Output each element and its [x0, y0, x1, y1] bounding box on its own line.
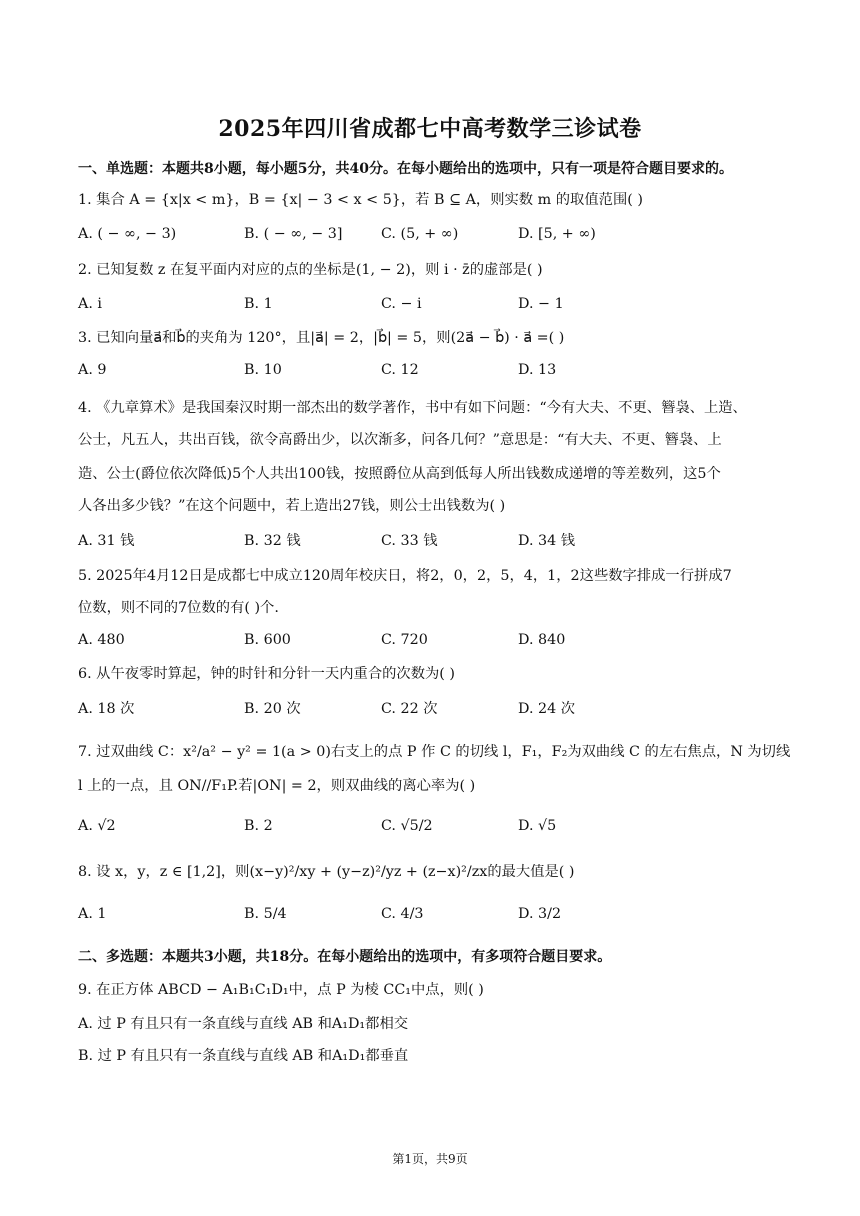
option-d[interactable]: D. 3/2 [518, 906, 562, 922]
question-4-line-3: 造、公士(爵位依次降低)5个人共出100钱，按照爵位从高到低每人所出钱数成递增的等差数列，这5个 [78, 466, 721, 482]
section-single-choice-heading: 一、单选题：本题共8小题，每小题5分，共40分。在每小题给出的选项中，只有一项是符合题目要求的。 [78, 161, 733, 177]
option-d[interactable]: D. 840 [518, 632, 566, 648]
question-9-stem: 9. 在正方体 ABCD − A₁B₁C₁D₁中，点 P 为棱 CC₁中点，则( ) [78, 982, 484, 998]
option-c[interactable]: C. − i [381, 296, 422, 312]
option-c[interactable]: C. 22 次 [381, 701, 438, 717]
question-9-option-a[interactable]: A. 过 P 有且只有一条直线与直线 AB 和A₁D₁都相交 [78, 1016, 409, 1032]
option-b[interactable]: B. 600 [244, 632, 291, 648]
option-c[interactable]: C. 720 [381, 632, 428, 648]
option-d[interactable]: D. − 1 [518, 296, 564, 312]
question-5-line-2: 位数，则不同的7位数的有( )个. [78, 600, 279, 616]
option-b[interactable]: B. ( − ∞, − 3] [244, 226, 343, 242]
question-9-option-b[interactable]: B. 过 P 有且只有一条直线与直线 AB 和A₁D₁都垂直 [78, 1048, 409, 1064]
page-footer: 第1页，共9页 [392, 1152, 468, 1166]
question-5-options [78, 632, 798, 654]
option-b[interactable]: B. 2 [244, 818, 273, 834]
question-4-line-1: 4. 《九章算术》是我国秦汉时期一部杰出的数学著作，书中有如下问题：“今有大夫、不更、簪袅、上造、 [78, 400, 747, 416]
option-c[interactable]: C. 12 [381, 362, 419, 378]
option-a[interactable]: A. 9 [78, 362, 107, 378]
question-1-options [78, 226, 798, 248]
question-3-options [78, 362, 798, 384]
option-b[interactable]: B. 10 [244, 362, 282, 378]
option-d[interactable]: D. 34 钱 [518, 533, 576, 549]
question-7-line-2: l 上的一点，且 ON//F₁P.若|ON| = 2，则双曲线的离心率为( ) [78, 778, 476, 794]
option-a[interactable]: A. ( − ∞, − 3) [78, 226, 177, 242]
option-b[interactable]: B. 20 次 [244, 701, 301, 717]
question-6-stem: 6. 从午夜零时算起，钟的时针和分针一天内重合的次数为( ) [78, 666, 456, 682]
question-6-options [78, 698, 798, 720]
question-3-stem: 3. 已知向量a⃗和b⃗的夹角为 120°，且|a⃗| = 2，|b⃗| = 5，则(2a⃗ − b⃗) · a⃗ =( ) [78, 330, 565, 346]
question-4-options [78, 530, 798, 552]
question-8-options [78, 906, 798, 928]
option-c[interactable]: C. (5, + ∞) [381, 226, 459, 242]
section-multiple-choice-heading: 二、多选题：本题共3小题，共18分。在每小题给出的选项中，有多项符合题目要求。 [78, 949, 612, 965]
option-a[interactable]: A. 1 [78, 906, 107, 922]
option-b[interactable]: B. 5/4 [244, 906, 287, 922]
question-7-line-1: 7. 过双曲线 C：x²/a² − y² = 1(a > 0)右支上的点 P 作 C 的切线 l，F₁，F₂为双曲线 C 的左右焦点，N 为切线 [78, 744, 791, 760]
option-c[interactable]: C. 4/3 [381, 906, 424, 922]
question-4-line-4: 人各出多少钱？”在这个问题中，若上造出27钱，则公士出钱数为( ) [78, 498, 506, 514]
option-d[interactable]: D. 13 [518, 362, 557, 378]
question-1-stem: 1. 集合 A = {x|x < m}，B = {x| − 3 < x < 5}，若 B ⊆ A，则实数 m 的取值范围( ) [78, 192, 643, 208]
question-7-options [78, 818, 798, 840]
option-d[interactable]: D. √5 [518, 818, 557, 834]
option-d[interactable]: D. 24 次 [518, 701, 576, 717]
option-b[interactable]: B. 1 [244, 296, 273, 312]
option-c[interactable]: C. √5/2 [381, 818, 433, 834]
question-2-options [78, 296, 798, 318]
option-a[interactable]: A. √2 [78, 818, 116, 834]
option-b[interactable]: B. 32 钱 [244, 533, 301, 549]
question-2-stem: 2. 已知复数 z 在复平面内对应的点的坐标是(1, − 2)，则 i · z̄的虚部是( ) [78, 262, 543, 278]
option-a[interactable]: A. i [78, 296, 102, 312]
option-a[interactable]: A. 18 次 [78, 701, 135, 717]
exam-title: 2025年四川省成都七中高考数学三诊试卷 [218, 116, 642, 142]
question-8-stem: 8. 设 x，y，z ∈ [1,2]，则(x−y)²/xy + (y−z)²/yz + (z−x)²/zx的最大值是( ) [78, 864, 575, 880]
option-d[interactable]: D. [5, + ∞) [518, 226, 596, 242]
option-c[interactable]: C. 33 钱 [381, 533, 438, 549]
question-5-line-1: 5. 2025年4月12日是成都七中成立120周年校庆日，将2，0，2，5，4，1，2这些数字排成一行拼成7 [78, 568, 732, 584]
option-a[interactable]: A. 480 [78, 632, 125, 648]
option-a[interactable]: A. 31 钱 [78, 533, 135, 549]
question-4-line-2: 公士，凡五人，共出百钱，欲令高爵出少，以次渐多，问各几何？”意思是：“有大夫、不更、簪袅、上 [78, 432, 722, 448]
